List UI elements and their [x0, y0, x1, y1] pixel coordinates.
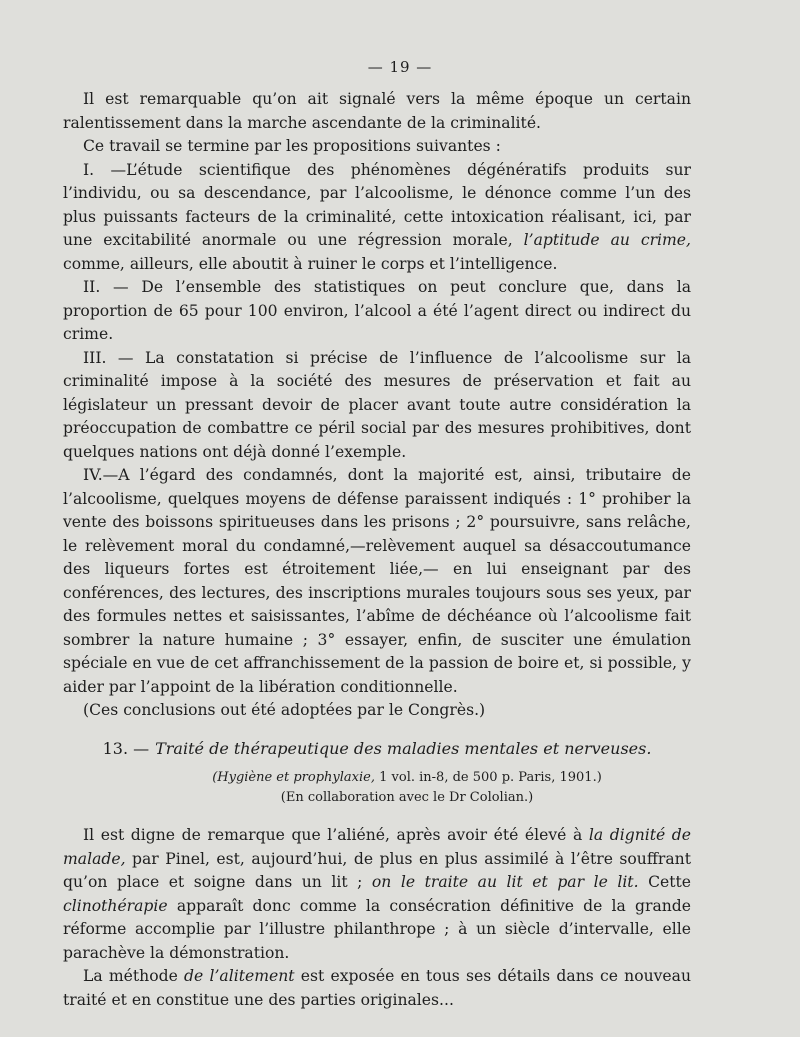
reference-details: 1 vol. in-8, de 500 p. Paris, 1901.) — [379, 770, 602, 785]
bibliographic-reference — [123, 768, 691, 788]
proposition-1 — [63, 159, 691, 277]
paragraph-clinotherapie — [63, 824, 691, 965]
proposition-3: III. — La constatation si précise de l’influence de l’alcoolisme sur la criminalité impose à la société des mesures de préservation et fait au législateur un pressant devoir de placer avant toute autre considération la préoccupation de combattre ce péril social par des mesures prohibitives, dont quelques nations ont déjà donné l’exemple. — [63, 348, 691, 461]
proposition-1-end: comme, ailleurs, elle aboutit à ruiner le corps et l’intelligence. — [63, 254, 558, 273]
clinotherapie-emphasis-3: clinothérapie — [63, 896, 168, 915]
paragraph-alitement — [63, 965, 691, 1012]
section-title: Traité de thérapeutique des maladies mentales et nerveuses. — [155, 738, 652, 758]
clinotherapie-text-1: Il est digne de remarque que l’aliéné, après avoir été élevé à — [83, 826, 583, 844]
body-text — [63, 88, 691, 1012]
paragraph-ralentissement: Il est remarquable qu’on ait signalé vers la même époque un certain ralentissement dans la marche ascendante de la criminalité. — [63, 90, 691, 132]
page-number: — 19 — — [367, 58, 433, 76]
alitement-text-2: est exposée en tous ses détails dans ce nouveau traité et en constitue une des parties originales... — [63, 967, 691, 1009]
proposition-1-text: I. —L’étude scientifique des phénomènes dégénératifs produits sur l’individu, ou sa descendance, par l’alcoolisme, le dénonce comme l’un des plus puissants facteurs de la criminalité, cette intoxication réalisant, ici, par une excitabilité anormale ou une régression morale, — [63, 160, 691, 249]
alitement-emphasis: de l’alitement — [184, 967, 295, 985]
clinotherapie-text-3: Cette — [648, 873, 691, 891]
reference-series: (Hygiène et prophylaxie, — [212, 770, 375, 785]
clinotherapie-emphasis-2: on le traite au lit et par le lit. — [371, 873, 639, 891]
collaboration-note: (En collaboration avec le Dr Cololian.) — [280, 790, 534, 805]
paragraph-conclusions-note: (Ces conclusions out été adoptées par le Congrès.) — [83, 701, 486, 719]
proposition-1-emphasis: l’aptitude au crime, — [523, 231, 691, 249]
paragraph-propositions-intro: Ce travail se termine par les propositions suivantes : — [83, 137, 501, 155]
section-heading — [63, 737, 691, 761]
proposition-2: II. — De l’ensemble des statistiques on peut conclure que, dans la proportion de 65 pour 100 environ, l’alcool a été l’agent direct ou indirect du crime. — [63, 278, 691, 343]
clinotherapie-text-4: apparaît donc comme la consécration définitive de la grande réforme accomplie par l’illustre philanthrope ; à un siècle d’intervalle, elle parachève la démonstration. — [63, 896, 691, 962]
proposition-4: IV.—A l’égard des condamnés, dont la majorité est, ainsi, tributaire de l’alcoolisme, quelques moyens de défense paraissent indiqués : 1° prohiber la vente des boissons spiritueuses dans les prisons ; 2° poursuivre, sans relâche, le relèvement moral du condamné,—relèvement auquel sa désaccoutumance des liqueurs fortes est étroitement liée,— en lui enseignant par des conférences, des lectures, des inscriptions murales toujours sous ses yeux, par des formules nettes et saisissantes, l’abîme de déchéance où l’alcoolisme fait sombrer la nature humaine ; 3° essayer, enfin, de susciter une émulation spéciale en vue de cet affranchissement de la passion de boire et, si possible, y aider par l’appoint de la libération conditionnelle. — [63, 466, 691, 696]
clinotherapie-emphasis-1: la dignité de malade, — [63, 826, 692, 868]
alitement-text-1: La méthode — [83, 967, 178, 985]
clinotherapie-text-2: par Pinel, est, aujourd’hui, de plus en plus assimilé à l’être souffrant qu’on place et soigne dans un lit ; — [63, 849, 691, 891]
section-number: 13. — — [102, 738, 150, 758]
